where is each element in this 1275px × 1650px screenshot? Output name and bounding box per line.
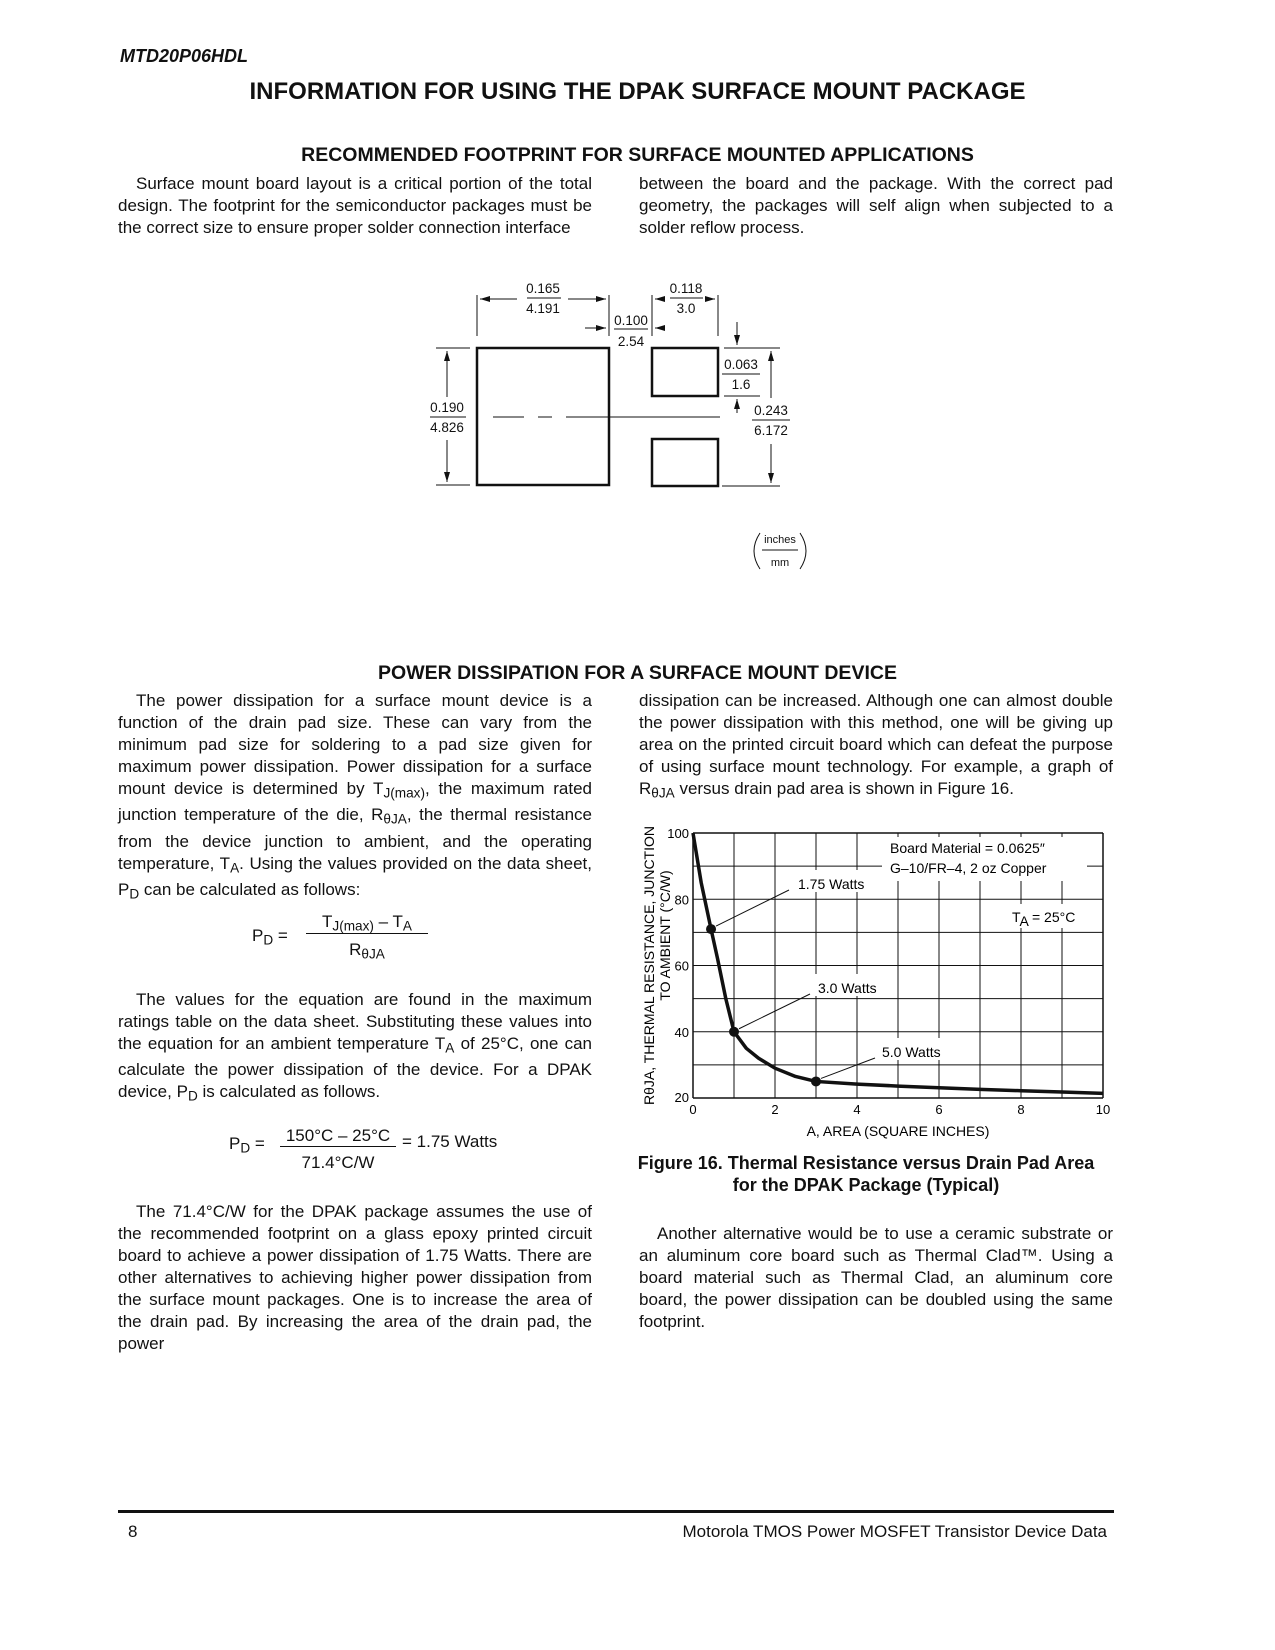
x-tick-label: 10 — [1095, 1102, 1111, 1117]
footer-divider — [118, 1510, 1114, 1513]
x-tick-label: 0 — [689, 1102, 697, 1117]
data-point — [811, 1076, 821, 1086]
dim-label: 4.826 — [430, 420, 464, 435]
footprint-diagram — [0, 0, 1275, 620]
x-tick-label: 6 — [935, 1102, 943, 1117]
dim-label: 3.0 — [676, 301, 696, 316]
page-title: INFORMATION FOR USING THE DPAK SURFACE MOUNT PACKAGE — [249, 78, 1026, 105]
dim-label: 0.190 — [430, 400, 464, 415]
annotation-arrow — [821, 1058, 875, 1078]
dim-label: 4.191 — [526, 301, 560, 316]
y-tick-label: 20 — [674, 1090, 689, 1105]
y-tick-label: 60 — [674, 958, 689, 974]
power-para-1: The power dissipation for a surface mount device is a function of the drain pad size. These can vary from the minimum pad size for soldering to a pad size given for maximum power dissipation. Power dissipation for a surface mount device is determined by $T_{J(max)}$, the maximum rated junction temperature of the die, $R_{\theta JA}$, the thermal resistance from the device junction to ambient, and the operating temperature, $T_A$. Using the values provided on the data sheet, $P_D$ can be calculated as follows: — [118, 691, 592, 902]
equation-2-lhs: $P_D$ = — [229, 1134, 265, 1156]
dim-label: 1.6 — [731, 377, 751, 392]
x-tick-label: 4 — [853, 1102, 861, 1117]
annotation-label: 3.0 Watts — [818, 980, 877, 996]
paragraph: between the board and the package. With the correct pad geometry, the packages will self align when subjected to a solder reflow process. — [639, 174, 1113, 237]
board-material-note: G–10/FR–4, 2 oz Copper — [890, 860, 1047, 876]
board-material-note: Board Material = 0.0625″ — [890, 840, 1045, 856]
x-tick-label: 8 — [1017, 1102, 1025, 1117]
ambient-temp-note: TA = 25°C — [1012, 909, 1076, 929]
annotation-label: 1.75 Watts — [798, 876, 865, 892]
annotation-label: 5.0 Watts — [882, 1044, 941, 1060]
data-point — [729, 1027, 739, 1037]
power-para-3: The 71.4°C/W for the DPAK package assumes the use of the recommended footprint on a glass epoxy printed circuit board to achieve a power dissipation of 1.75 Watts. There are other alternatives to achieving higher power dissipation from the surface mount packages. One is to increase the area of the drain pad. By increasing the area of the drain pad, the power — [118, 1202, 592, 1353]
equation-2-numerator: 150°C – 25°C — [280, 1126, 396, 1147]
y-tick-label: 100 — [667, 826, 689, 841]
equation-2-denominator: 71.4°C/W — [301, 1153, 375, 1172]
equation-2-result: = 1.75 Watts — [402, 1132, 498, 1151]
dim-label: 0.063 — [724, 357, 758, 372]
power-para-2: The values for the equation are found in the maximum ratings table on the data sheet. Substituting these values into the equation for an ambient temperature $T_A$ of 25°C, one can calculate the power dissipation of the device. For a DPAK device, $P_D$ is calculated as follows. — [118, 990, 592, 1104]
units-inches: inches — [764, 534, 796, 546]
equation-1-lhs: $P_D$ = — [252, 926, 288, 948]
figure-caption: Figure 16. Thermal Resistance versus Drain Pad Area for the DPAK Package (Typical) — [637, 1153, 1095, 1195]
equation-1-numerator: $T_{J(max)} - T_A$ — [306, 912, 428, 934]
dim-label: 6.172 — [754, 423, 788, 438]
dim-label: 0.118 — [669, 281, 703, 296]
units-mm: mm — [770, 557, 790, 569]
y-tick-label: 40 — [674, 1024, 689, 1040]
equation-1-denominator: $R_{\theta JA}$ — [349, 940, 385, 962]
x-axis-label: A, AREA (SQUARE INCHES) — [806, 1123, 990, 1139]
y-tick-label: 80 — [674, 892, 689, 908]
footprint-heading: RECOMMENDED FOOTPRINT FOR SURFACE MOUNTED APPLICATIONS — [301, 144, 974, 166]
footer-source: Motorola TMOS Power MOSFET Transistor Device Data — [682, 1522, 1107, 1541]
power-heading: POWER DISSIPATION FOR A SURFACE MOUNT DEVICE — [378, 662, 897, 684]
paragraph: Surface mount board layout is a critical portion of the total design. The footprint for the semiconductor packages must be the correct size to ensure proper solder connection interface — [118, 174, 592, 237]
dim-label: 0.100 — [614, 313, 648, 328]
y-axis-label: TO AMBIENT (°C/W) — [657, 870, 673, 1001]
x-tick-label: 2 — [771, 1102, 779, 1117]
dim-label: 0.243 — [754, 403, 788, 418]
page-number: 8 — [128, 1522, 138, 1541]
data-point — [706, 924, 716, 934]
dim-label: 0.165 — [526, 281, 560, 296]
power-para-4: dissipation can be increased. Although one can almost double the power dissipation with this method, one will be giving up area on the printed circuit board which can defeat the purpose of using surface mount technology. For example, a graph of $R_{\theta JA}$ versus drain pad area is shown in Figure 16. — [639, 691, 1113, 801]
power-para-5: Another alternative would be to use a ceramic substrate or an aluminum core board such as Thermal Clad™. Using a board material such as Thermal Clad, an aluminum core board, the power dissipation can be doubled using the same footprint. — [639, 1224, 1113, 1331]
annotation-arrow — [716, 890, 789, 926]
dim-label: 2.54 — [617, 334, 645, 349]
thermal-resistance-chart — [630, 820, 1120, 1150]
y-axis-label: RθJA, THERMAL RESISTANCE, JUNCTION — [641, 825, 657, 1106]
part-number: MTD20P06HDL — [120, 46, 249, 66]
